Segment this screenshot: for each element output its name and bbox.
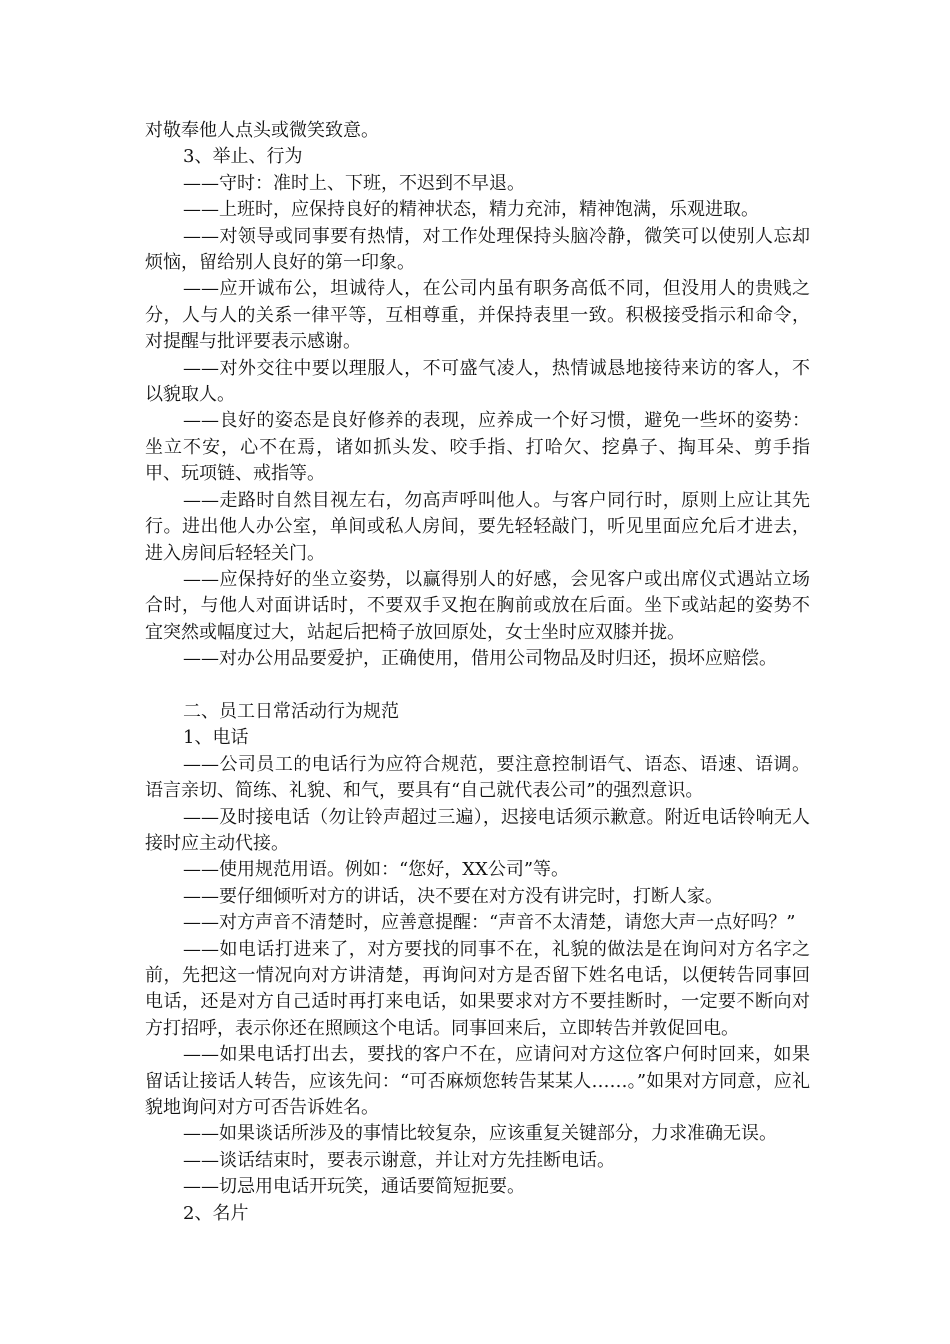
document-body — [145, 118, 810, 1227]
paragraph: ——良好的姿态是良好修养的表现，应养成一个好习惯，避免一些坏的姿势：坐立不安，心不在焉，诸如抓头发、咬手指、打哈欠、挖鼻子、掏耳朵、剪手指甲、玩项链、戒指等。 — [145, 410, 810, 485]
paragraph: ——如电话打进来了，对方要找的同事不在，礼貌的做法是在询问对方名字之前，先把这一情况向对方讲清楚，再询问对方是否留下姓名电话，以便转告同事回电话，还是对方自己适时再打来电话，如果要求对方不要挂断时，一定要不断向对方打招呼，表示你还在照顾这个电话。同事回来后，立即转告并敦促回电。 — [145, 938, 810, 1039]
section-heading: 3、举止、行为 — [183, 146, 303, 168]
subsection-heading: 2、名片 — [183, 1202, 249, 1224]
paragraph: ——使用规范用语。例如：“您好，XX公司”等。 — [183, 859, 570, 881]
paragraph: 对敬奉他人点头或微笑致意。 — [145, 120, 379, 141]
paragraph: ——公司员工的电话行为应符合规范，要注意控制语气、语态、语速、语调。语言亲切、简练、礼貌、和气，要具有“自己就代表公司”的强烈意识。 — [145, 753, 810, 802]
paragraph: ——切忌用电话开玩笑，通话要简短扼要。 — [183, 1176, 525, 1198]
paragraph: ——谈话结束时，要表示谢意，并让对方先挂断电话。 — [183, 1149, 615, 1171]
paragraph: ——如果谈话所涉及的事情比较复杂，应该重复关键部分，力求准确无误。 — [183, 1123, 777, 1145]
section-heading: 二、员工日常活动行为规范 — [183, 700, 399, 722]
subsection-heading: 1、电话 — [183, 727, 249, 749]
paragraph: ——应保持好的坐立姿势，以赢得别人的好感，会见客户或出席仪式遇站立场合时，与他人对面讲话时，不要双手叉抱在胸前或放在后面。坐下或站起的姿势不宜突然或幅度过大，站起后把椅子放回原处，女士坐时应双膝并拢。 — [145, 568, 810, 643]
paragraph: ——上班时，应保持良好的精神状态，精力充沛，精神饱满，乐观进取。 — [183, 199, 759, 221]
paragraph: ——及时接电话（勿让铃声超过三遍），迟接电话须示歉意。附近电话铃响无人接时应主动代接。 — [145, 806, 810, 854]
paragraph: ——走路时自然目视左右，勿高声呼叫他人。与客户同行时，原则上应让其先行。进出他人办公室，单间或私人房间，要先轻轻敲门，听见里面应允后才进去，进入房间后轻轻关门。 — [145, 489, 810, 564]
paragraph: ——对外交往中要以理服人，不可盛气凌人，热情诚恳地接待来访的客人，不以貌取人。 — [145, 357, 810, 406]
paragraph: ——对领导或同事要有热情，对工作处理保持头脑冷静，微笑可以使别人忘却烦恼，留给别人良好的第一印象。 — [145, 225, 810, 274]
paragraph: ——守时：准时上、下班，不迟到不早退。 — [183, 172, 525, 194]
paragraph: ——对方声音不清楚时，应善意提醒：“声音不太清楚，请您大声一点好吗？” — [183, 912, 796, 934]
paragraph: ——对办公用品要爱护，正确使用，借用公司物品及时归还，损坏应赔偿。 — [183, 648, 777, 670]
paragraph: ——要仔细倾听对方的讲话，决不要在对方没有讲完时，打断人家。 — [183, 885, 723, 907]
blank-line — [145, 673, 810, 699]
paragraph: ——如果电话打出去，要找的客户不在，应请问对方这位客户何时回来，如果留话让接话人转告，应该先问：“可否麻烦您转告某某人……。”如果对方同意，应礼貌地询问对方可否告诉姓名。 — [145, 1044, 810, 1119]
paragraph: ——应开诚布公，坦诚待人，在公司内虽有职务高低不同，但没用人的贵贱之分，人与人的关系一律平等，互相尊重，并保持表里一致。积极接受指示和命令，对提醒与批评要表示感谢。 — [145, 278, 810, 353]
